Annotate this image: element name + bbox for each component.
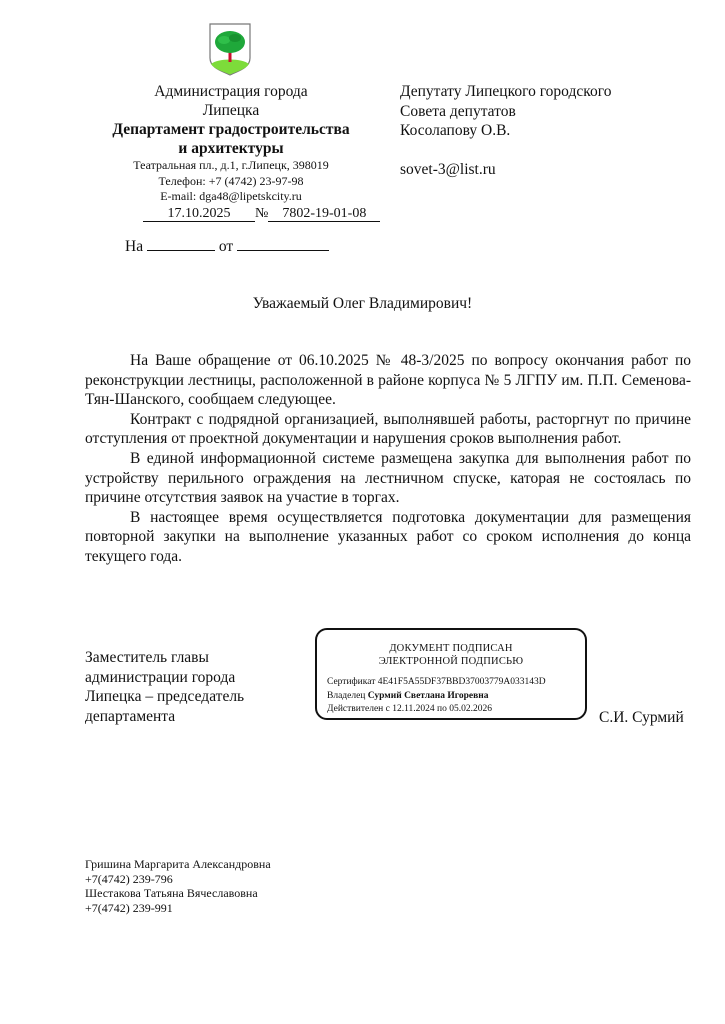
greeting: Уважаемый Олег Владимирович! [252,295,473,312]
ref-from: от [218,238,234,255]
owner-value: Сурмий Светлана Игоревна [367,690,489,701]
owner-label: Владелец [327,690,366,701]
stamp-validity [327,703,585,717]
org-name-line1: Администрация города [154,83,308,100]
contact-name: Шестакова Татьяна Вячеславовна [85,886,258,900]
stamp-title-line1: ДОКУМЕНТ ПОДПИСАН [389,643,513,654]
stamp-title-line2: ЭЛЕКТРОННОЙ ПОДПИСЬЮ [378,656,524,667]
ref-date-blank [237,236,329,251]
contact-phone: +7(4742) 239-991 [85,900,173,915]
contact-name: Гришина Маргарита Александровна [85,857,271,871]
recipient-block [400,82,611,179]
valid-label: Действителен с [327,704,390,714]
ref-number-blank [147,236,215,251]
body-paragraph: В единой информационной системе размещена закупка для выполнения работ по устройству перильного ограждения на лестничном спуске, катоpая не состоялась по причине отсутствия заявок на участие в торгах. [85,449,691,507]
role-line: Липецка – председатель [85,688,245,705]
valid-to: 05.02.2026 [449,704,492,714]
signatory-role [85,648,244,726]
executor-contacts [85,857,271,915]
sender-email: E-mail: dga48@lipetskcity.ru [160,189,302,203]
reg-date: 17.10.2025 [143,206,255,222]
stamp-owner [327,690,585,704]
letter-body [85,351,691,567]
reference-line [125,236,329,256]
signatory-name: С.И. Сурмий [599,709,684,726]
role-line: Заместитель главы [85,649,209,666]
sender-address: Театральная пл., д.1, г.Липецк, 398019 [133,158,329,172]
cert-value: 4E41F5A55DF37BBD37003779A033143D [377,677,546,687]
dept-name-line2: и архитектуры [178,140,284,157]
role-line: администрации города [85,668,236,686]
recipient-line3: Косолапову О.В. [400,122,511,139]
reg-number: 7802-19-01-08 [268,206,380,222]
ref-prefix: На [125,238,144,255]
recipient-line1: Депутату Липецкого городского [400,83,612,100]
electronic-signature-stamp [315,628,587,720]
registration-line [143,206,380,222]
body-paragraph: В настоящее время осуществляется подготовка документации для размещения повторной закупки на выполнение указанных работ со сроком исполнения до конца текущего года. [85,508,691,565]
body-paragraph: На Ваше обращение от 06.10.2025 № 48-3/2025 по вопросу окончания работ по реконструкции лестницы, расположенной в районе корпуса № 5 ЛГПУ им. П.П. Семенова-Тян-Шанского, сообщаем следующее. [85,352,691,409]
role-line: департамента [85,707,176,725]
recipient-line2: Совета депутатов [400,102,516,120]
coat-of-arms-icon [208,22,252,76]
recipient-email: sovet-3@list.ru [400,160,496,178]
stamp-certificate [327,676,585,690]
valid-to-label: по [437,704,447,714]
sender-phone: Телефон: +7 (4742) 23-97-98 [158,173,304,188]
reg-number-sign: № [255,206,269,221]
valid-from: 12.11.2024 [392,704,435,714]
cert-label: Сертификат [327,677,376,687]
org-name-line2: Липецка [202,102,260,119]
dept-name-line1: Департамент градостроительства [112,121,350,138]
body-paragraph: Контракт с подрядной организацией, выполнявшей работы, расторгнут по причине отступления от проектной документации и нарушения сроков выполнения работ. [85,410,691,448]
sender-header [85,82,377,205]
contact-phone: +7(4742) 239-796 [85,871,173,886]
